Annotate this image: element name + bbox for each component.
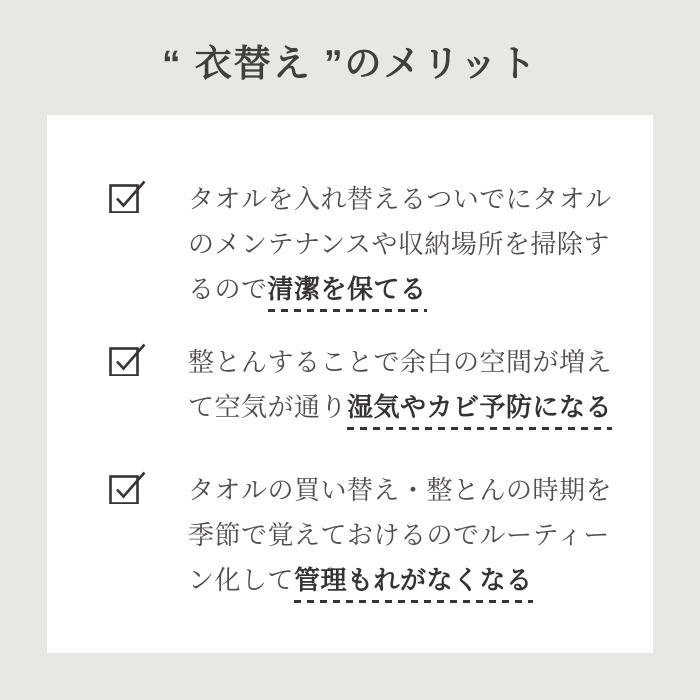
- line-plain: タオルを入れ替えるついでにタオル: [188, 184, 612, 214]
- checkbox-icon: [109, 179, 147, 213]
- text-line: [188, 558, 649, 603]
- text-line: [188, 177, 649, 222]
- benefit-item-2: [109, 340, 649, 430]
- line-plain: 整とんすることで余白の空間が増え: [188, 347, 613, 377]
- line-plain: るので: [188, 274, 268, 304]
- line-plain: 季節で覚えておけるのでルーティー: [188, 520, 610, 550]
- line-highlight: 湿気やカビ予防になる: [347, 385, 612, 430]
- text-line: [188, 340, 649, 385]
- text-line: [188, 468, 649, 513]
- benefit-item-1: [109, 177, 649, 312]
- text-line: [188, 267, 649, 312]
- benefit-item-3: [109, 468, 649, 603]
- line-plain: ン化して: [188, 565, 295, 595]
- text-line: [188, 513, 649, 558]
- checkbox-icon: [109, 342, 147, 376]
- line-plain: て空気が通り: [188, 392, 348, 422]
- checkbox-icon: [109, 470, 147, 504]
- line-plain: タオルの買い替え・整とんの時期を: [188, 475, 613, 505]
- line-highlight: 清潔を保てる: [268, 267, 427, 312]
- page-title: “ 衣替え ”のメリット: [161, 43, 539, 84]
- benefit-text-block: [188, 468, 649, 603]
- benefit-text-block: [188, 340, 649, 430]
- line-highlight: 管理もれがなくなる: [294, 558, 533, 603]
- benefit-text-block: [188, 177, 649, 312]
- text-line: [188, 385, 649, 430]
- text-line: [188, 222, 649, 267]
- line-plain: のメンテナンスや収納場所を掃除す: [188, 229, 610, 259]
- benefits-card: [47, 115, 653, 653]
